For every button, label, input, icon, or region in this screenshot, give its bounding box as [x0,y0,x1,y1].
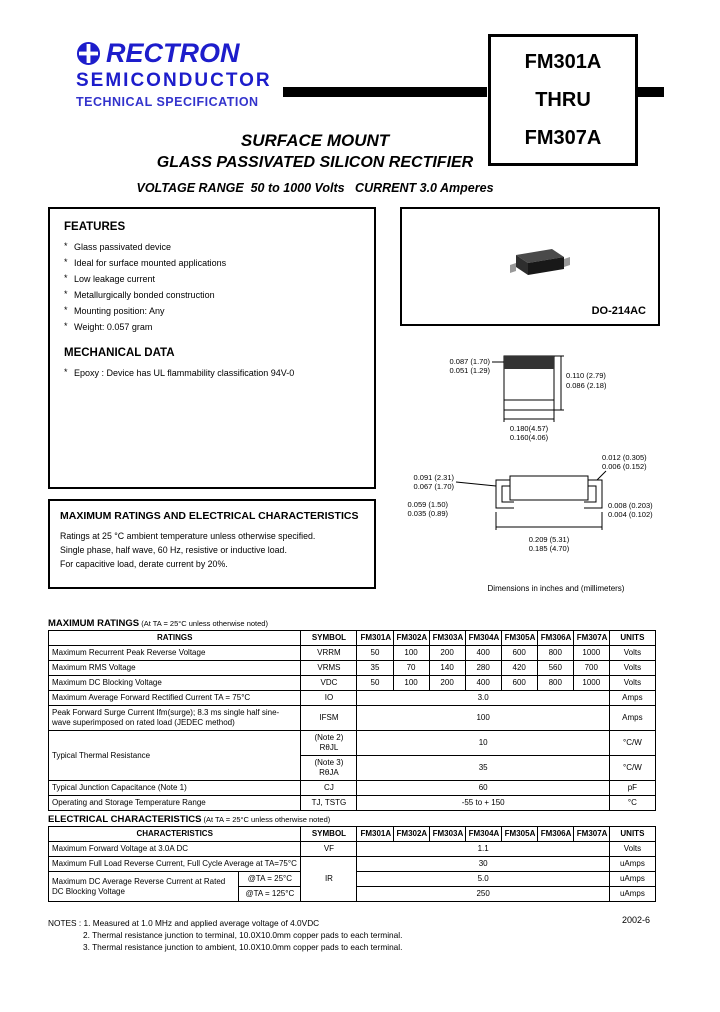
header-row [49,827,656,842]
column-header: FM301A [357,631,393,646]
table-cell: Typical Thermal Resistance [49,731,301,781]
table-cell: @TA = 125°C [239,887,301,902]
package-3d-image [502,241,572,289]
table-row [49,661,656,676]
page-subtitle: GLASS PASSIVATED SILICON RECTIFIER [156,154,474,171]
table-cell: 3.0 [357,691,609,706]
package-top-view [450,356,607,442]
column-header: RATINGS [49,631,301,646]
list-item: * Metallurgically bonded construction [64,290,360,300]
table-cell: 30 [357,857,609,872]
note-line: 3. Thermal resistance junction to ambient, 10.0X10.0mm copper pads to each terminal. [83,942,403,952]
table-cell: Peak Forward Surge Current Ifm(surge); 8.3 ms single half sine-wave superimposed on rated load (JEDEC method) [49,706,301,731]
brand-name: RECTRON [106,38,240,68]
package-name-label: DO-214AC [591,305,646,317]
table-cell: °C [609,796,655,811]
caption-title: MAXIMUM RATINGS [48,618,140,629]
table-cell: -55 to + 150 [357,796,609,811]
table-cell: 1000 [573,646,609,661]
table-cell: VF [301,842,357,857]
package-side-view [408,453,654,553]
column-header: FM306A [537,631,573,646]
table-cell: CJ [301,781,357,796]
package-dimension-drawing [392,330,692,580]
table-cell: 420 [501,661,537,676]
divider-bar-left [283,87,487,97]
table-cell: 140 [429,661,465,676]
table-cell: 100 [393,676,429,691]
table-row [49,796,656,811]
caption-note: (At TA = 25°C unless otherwise noted) [139,619,268,628]
mechanical-data-heading: MECHANICAL DATA [64,347,175,359]
column-header: FM304A [465,827,501,842]
part-number-bottom: FM307A [524,126,602,149]
part-number-thru: THRU [535,88,591,111]
logo-block [76,38,272,109]
column-header: FM307A [573,827,609,842]
dim-label: 0.035 (0.89) [407,509,448,518]
ratings-box-heading: MAXIMUM RATINGS AND ELECTRICAL CHARACTERISTICS [60,510,359,522]
dim-label: 0.086 (2.18) [566,381,607,390]
features-list [64,242,360,332]
table-cell: (Note 2) RθJL [301,731,357,756]
table-cell: (Note 3) RθJA [301,756,357,781]
table-cell: 1000 [573,676,609,691]
table-cell: 800 [537,676,573,691]
divider-bar-right [634,87,664,97]
table-cell: Maximum DC Blocking Voltage [49,676,301,691]
list-item: Single phase, half wave, 60 Hz, resistive or inductive load. [60,545,287,555]
list-item: Ratings at 25 °C ambient temperature unless otherwise specified. [60,531,316,541]
list-item: * Mounting position: Any [64,306,360,316]
table-cell: VRMS [301,661,357,676]
dim-label: 0.180(4.57) [509,424,549,433]
column-header: FM307A [573,631,609,646]
table-row [49,676,656,691]
column-header: FM302A [393,827,429,842]
table-cell: IR [301,857,357,902]
page-title: SURFACE MOUNT [240,131,390,150]
list-item: * Weight: 0.057 gram [64,322,360,332]
dim-label: 0.012 (0.305) [602,453,647,462]
table-cell: VDC [301,676,357,691]
table-cell: 600 [501,646,537,661]
table-cell: 700 [573,661,609,676]
table-cell: 400 [465,646,501,661]
dim-label: 0.006 (0.152) [602,462,647,471]
table-cell: Volts [609,661,655,676]
column-header: FM305A [501,631,537,646]
date-code: 2002-6 [622,915,651,925]
title-block [60,131,570,195]
table-cell: Volts [609,842,655,857]
table-cell: 50 [357,646,393,661]
list-item: For capacitive load, derate current by 20%. [60,559,228,569]
table-cell: uAmps [609,887,655,902]
package-left-terminal [510,263,516,273]
column-header: FM305A [501,827,537,842]
mechanical-data-item: * Epoxy : Device has UL flammability classification 94V-0 [64,368,360,378]
table-row [49,842,656,857]
side-view-body [510,476,588,500]
dim-label: 0.091 (2.31) [413,473,454,482]
table-cell: 200 [429,676,465,691]
column-header: FM304A [465,631,501,646]
features-box [48,207,376,489]
table-row [49,646,656,661]
max-ratings-table [48,630,656,811]
notes-block [48,917,402,953]
table-cell: Volts [609,676,655,691]
dim-label: 0.004 (0.102) [608,510,653,519]
table-cell: VRRM [301,646,357,661]
table-cell: 200 [429,646,465,661]
spec-label: TECHNICAL SPECIFICATION [76,95,259,109]
dimensions-note: Dimensions in inches and (millimeters) [487,584,625,593]
table-cell: 250 [357,887,609,902]
table-cell: °C/W [609,756,655,781]
table-cell: 1.1 [357,842,609,857]
table-cell: 400 [465,676,501,691]
table-cell: @TA = 25°C [239,872,301,887]
dim-label: 0.110 (2.79) [566,371,606,380]
table-row [49,731,656,756]
table-cell: pF [609,781,655,796]
table-cell: 35 [357,661,393,676]
table-cell: uAmps [609,872,655,887]
table-cell: 10 [357,731,609,756]
column-header: FM301A [357,827,393,842]
table-cell: °C/W [609,731,655,756]
part-number-top: FM301A [524,50,602,73]
column-header: CHARACTERISTICS [49,827,301,842]
table-cell: 35 [357,756,609,781]
column-header: FM303A [429,631,465,646]
table-cell: 600 [501,676,537,691]
table-cell: TJ, TSTG [301,796,357,811]
column-header: SYMBOL [301,631,357,646]
list-item: * Low leakage current [64,274,360,284]
table-cell: IFSM [301,706,357,731]
table-cell: Maximum Full Load Reverse Current, Full Cycle Average at TA=75°C [49,857,301,872]
table-row [49,706,656,731]
dim-label: 0.008 (0.203) [608,501,653,510]
table-cell: 60 [357,781,609,796]
column-header: FM306A [537,827,573,842]
table-cell: 70 [393,661,429,676]
caption-title: ELECTRICAL CHARACTERISTICS [48,814,202,825]
table-row [49,691,656,706]
ratings-box-lines [60,529,364,571]
max-ratings-caption [48,618,268,629]
dim-label: 0.051 (1.29) [449,366,490,375]
dim-label: 0.160(4.06) [509,433,549,442]
table-cell: IO [301,691,357,706]
top-view-cathode-band [504,356,554,369]
table-cell: Amps [609,706,655,731]
table-cell: 800 [537,646,573,661]
table-cell: 50 [357,676,393,691]
division-name: SEMICONDUCTOR [76,70,272,91]
column-header: UNITS [609,827,655,842]
table-cell: Amps [609,691,655,706]
dim-label: 0.059 (1.50) [407,500,448,509]
table-cell: Operating and Storage Temperature Range [49,796,301,811]
column-header: FM302A [393,631,429,646]
header-row [49,631,656,646]
table-cell: 280 [465,661,501,676]
rectron-logo-icon [76,41,101,66]
table-cell: Maximum DC Average Reverse Current at Rated DC Blocking Voltage [49,872,239,902]
table-cell: 100 [393,646,429,661]
dim-label: 0.067 (1.70) [413,482,454,491]
list-item: * Glass passivated device [64,242,360,252]
column-header: FM303A [429,827,465,842]
table-row [49,781,656,796]
note-line: 2. Thermal resistance junction to terminal, 10.0X10.0mm copper pads to each terminal. [83,930,403,940]
table-cell: 5.0 [357,872,609,887]
dim-label: 0.087 (1.70) [449,357,490,366]
elec-chars-table [48,826,656,902]
ratings-description-box [48,499,376,589]
table-cell: Maximum Average Forward Rectified Current TA = 75°C [49,691,301,706]
dim-label: 0.209 (5.31) [528,535,570,544]
table-cell: Maximum Forward Voltage at 3.0A DC [49,842,301,857]
table-cell: Typical Junction Capacitance (Note 1) [49,781,301,796]
table-cell: 560 [537,661,573,676]
voltage-current-line: VOLTAGE RANGE 50 to 1000 Volts CURRENT 3.0 Amperes [136,181,494,195]
dim-label: 0.185 (4.70) [528,544,570,553]
caption-note: (At TA = 25°C unless otherwise noted) [201,815,331,824]
list-item: * Ideal for surface mounted applications [64,258,360,268]
table-cell: 100 [357,706,609,731]
elec-chars-caption [48,814,330,825]
note-line: NOTES : 1. Measured at 1.0 MHz and applied average voltage of 4.0VDC [48,918,320,928]
table-cell: Volts [609,646,655,661]
column-header: SYMBOL [301,827,357,842]
package-box [400,207,660,326]
package-right-terminal [564,257,570,267]
table-cell: Maximum RMS Voltage [49,661,301,676]
table-cell: Maximum Recurrent Peak Reverse Voltage [49,646,301,661]
column-header: UNITS [609,631,655,646]
table-row [49,857,656,872]
features-heading: FEATURES [64,221,126,233]
table-cell: uAmps [609,857,655,872]
